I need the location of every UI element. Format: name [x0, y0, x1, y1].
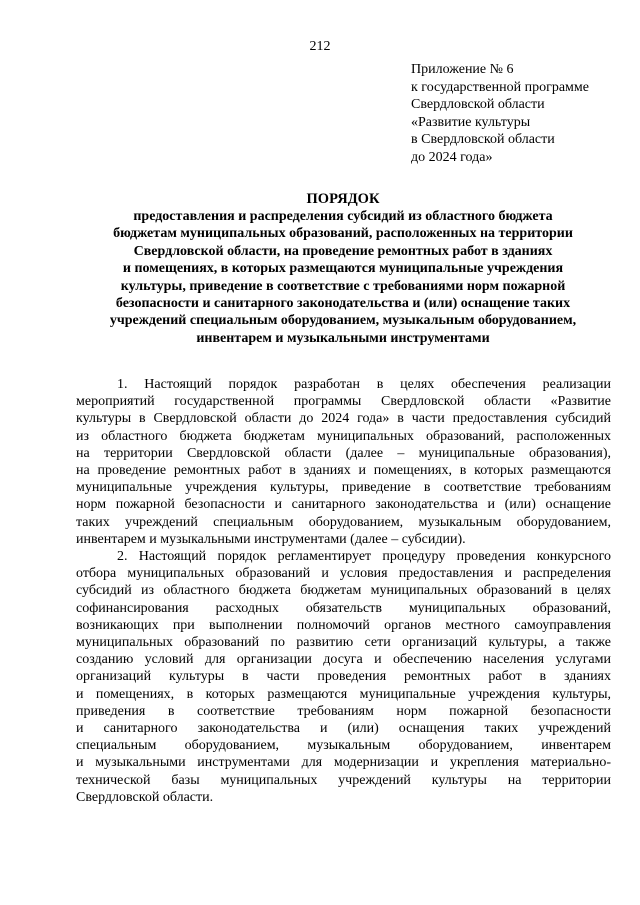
paragraph-line: на территории Свердловской области (далее – муниципальные образования), [76, 445, 611, 461]
paragraph-line: инвентарем и музыкальными инструментами (далее – субсидии). [76, 531, 466, 547]
page-number: 212 [309, 39, 331, 54]
appendix-line: Приложение № 6 [411, 62, 514, 77]
title-line: бюджетам муниципальных образований, расположенных на территории [113, 226, 573, 242]
paragraph-line: приведения в соответствие требованиям норм пожарной безопасности [76, 703, 611, 719]
paragraph-line: специальным оборудованием, музыкальным оборудованием, инвентарем [76, 738, 611, 754]
appendix-block [411, 61, 621, 167]
title-line: предоставления и распределения субсидий из областного бюджета [133, 209, 553, 224]
title-line: культуры, приведение в соответствие с требованиями норм пожарной [120, 278, 566, 294]
title-heading: ПОРЯДОК [306, 191, 380, 207]
paragraph-line: и санитарного законодательства и (или) оснащения таких учреждений [76, 721, 611, 737]
appendix-line: «Развитие культуры [411, 114, 531, 130]
appendix-line: до 2024 года» [411, 149, 493, 165]
title-line: безопасности и санитарного законодательства и (или) оснащение таких [115, 296, 571, 312]
paragraph-line: норм пожарной безопасности и санитарного законодательства и (или) оснащение [76, 497, 611, 513]
paragraph-line: мероприятий государственной программы Свердловской области «Развитие [76, 394, 611, 410]
paragraph-line: из областного бюджета бюджетам муниципальных образований, расположенных [76, 428, 611, 444]
title-line: инвентарем и музыкальными инструментами [196, 330, 490, 346]
paragraph-line: и музыкальными инструментами для модернизации и укрепления материально- [76, 755, 611, 771]
appendix-line: в Свердловской области [411, 132, 555, 148]
paragraph-line: муниципальных образований по развитию сети организаций культуры, а также [76, 635, 611, 651]
paragraph-line: возникающих при выполнении полномочий органов местного самоуправления [76, 617, 611, 633]
paragraph-line: 2. Настоящий порядок регламентирует процедуру проведения конкурсного [117, 549, 611, 565]
title-line: учреждений специальным оборудованием, музыкальным оборудованием, [109, 313, 577, 329]
title-line: Свердловской области, на проведение ремонтных работ в зданиях [133, 243, 553, 259]
paragraph-line: на проведение ремонтных работ в зданиях и помещениях, в которых размещаются [76, 463, 611, 479]
appendix-line: к государственной программе [411, 79, 589, 95]
paragraph-line: муниципальные учреждения культуры, приведение в соответствие требованиям [76, 480, 611, 496]
title-line: и помещениях, в которых размещаются муниципальные учреждения [122, 261, 564, 277]
paragraph-line: организаций культуры в части проведения ремонтных работ в зданиях [76, 669, 611, 685]
paragraph-line: технической базы муниципальных учреждений культуры на территории [76, 772, 611, 788]
paragraph-line: таких учреждений специальным оборудованием, музыкальным оборудованием, [76, 514, 611, 530]
paragraph-line: софинансирования расходных обязательств муниципальных образований, [76, 600, 611, 616]
appendix-line: Свердловской области [411, 97, 545, 113]
document-body [76, 376, 611, 806]
paragraph-line: созданию условий для организации досуга и обеспечению населения услугами [76, 652, 611, 668]
paragraph-line: субсидий из областного бюджета бюджетам муниципальных образований в целях [76, 583, 611, 599]
paragraph-line: и помещениях, в которых размещаются муниципальные учреждения культуры, [76, 686, 611, 702]
paragraph-1 [76, 376, 611, 548]
paragraph-2 [76, 548, 611, 806]
paragraph-line: Свердловской области. [76, 789, 214, 805]
paragraph-line: отбора муниципальных образований и условия предоставления и распределения [76, 566, 611, 582]
document-title [70, 190, 616, 347]
paragraph-line: 1. Настоящий порядок разработан в целях обеспечения реализации [117, 377, 611, 392]
paragraph-line: культуры в Свердловской области до 2024 года» в части предоставления субсидий [76, 411, 611, 427]
